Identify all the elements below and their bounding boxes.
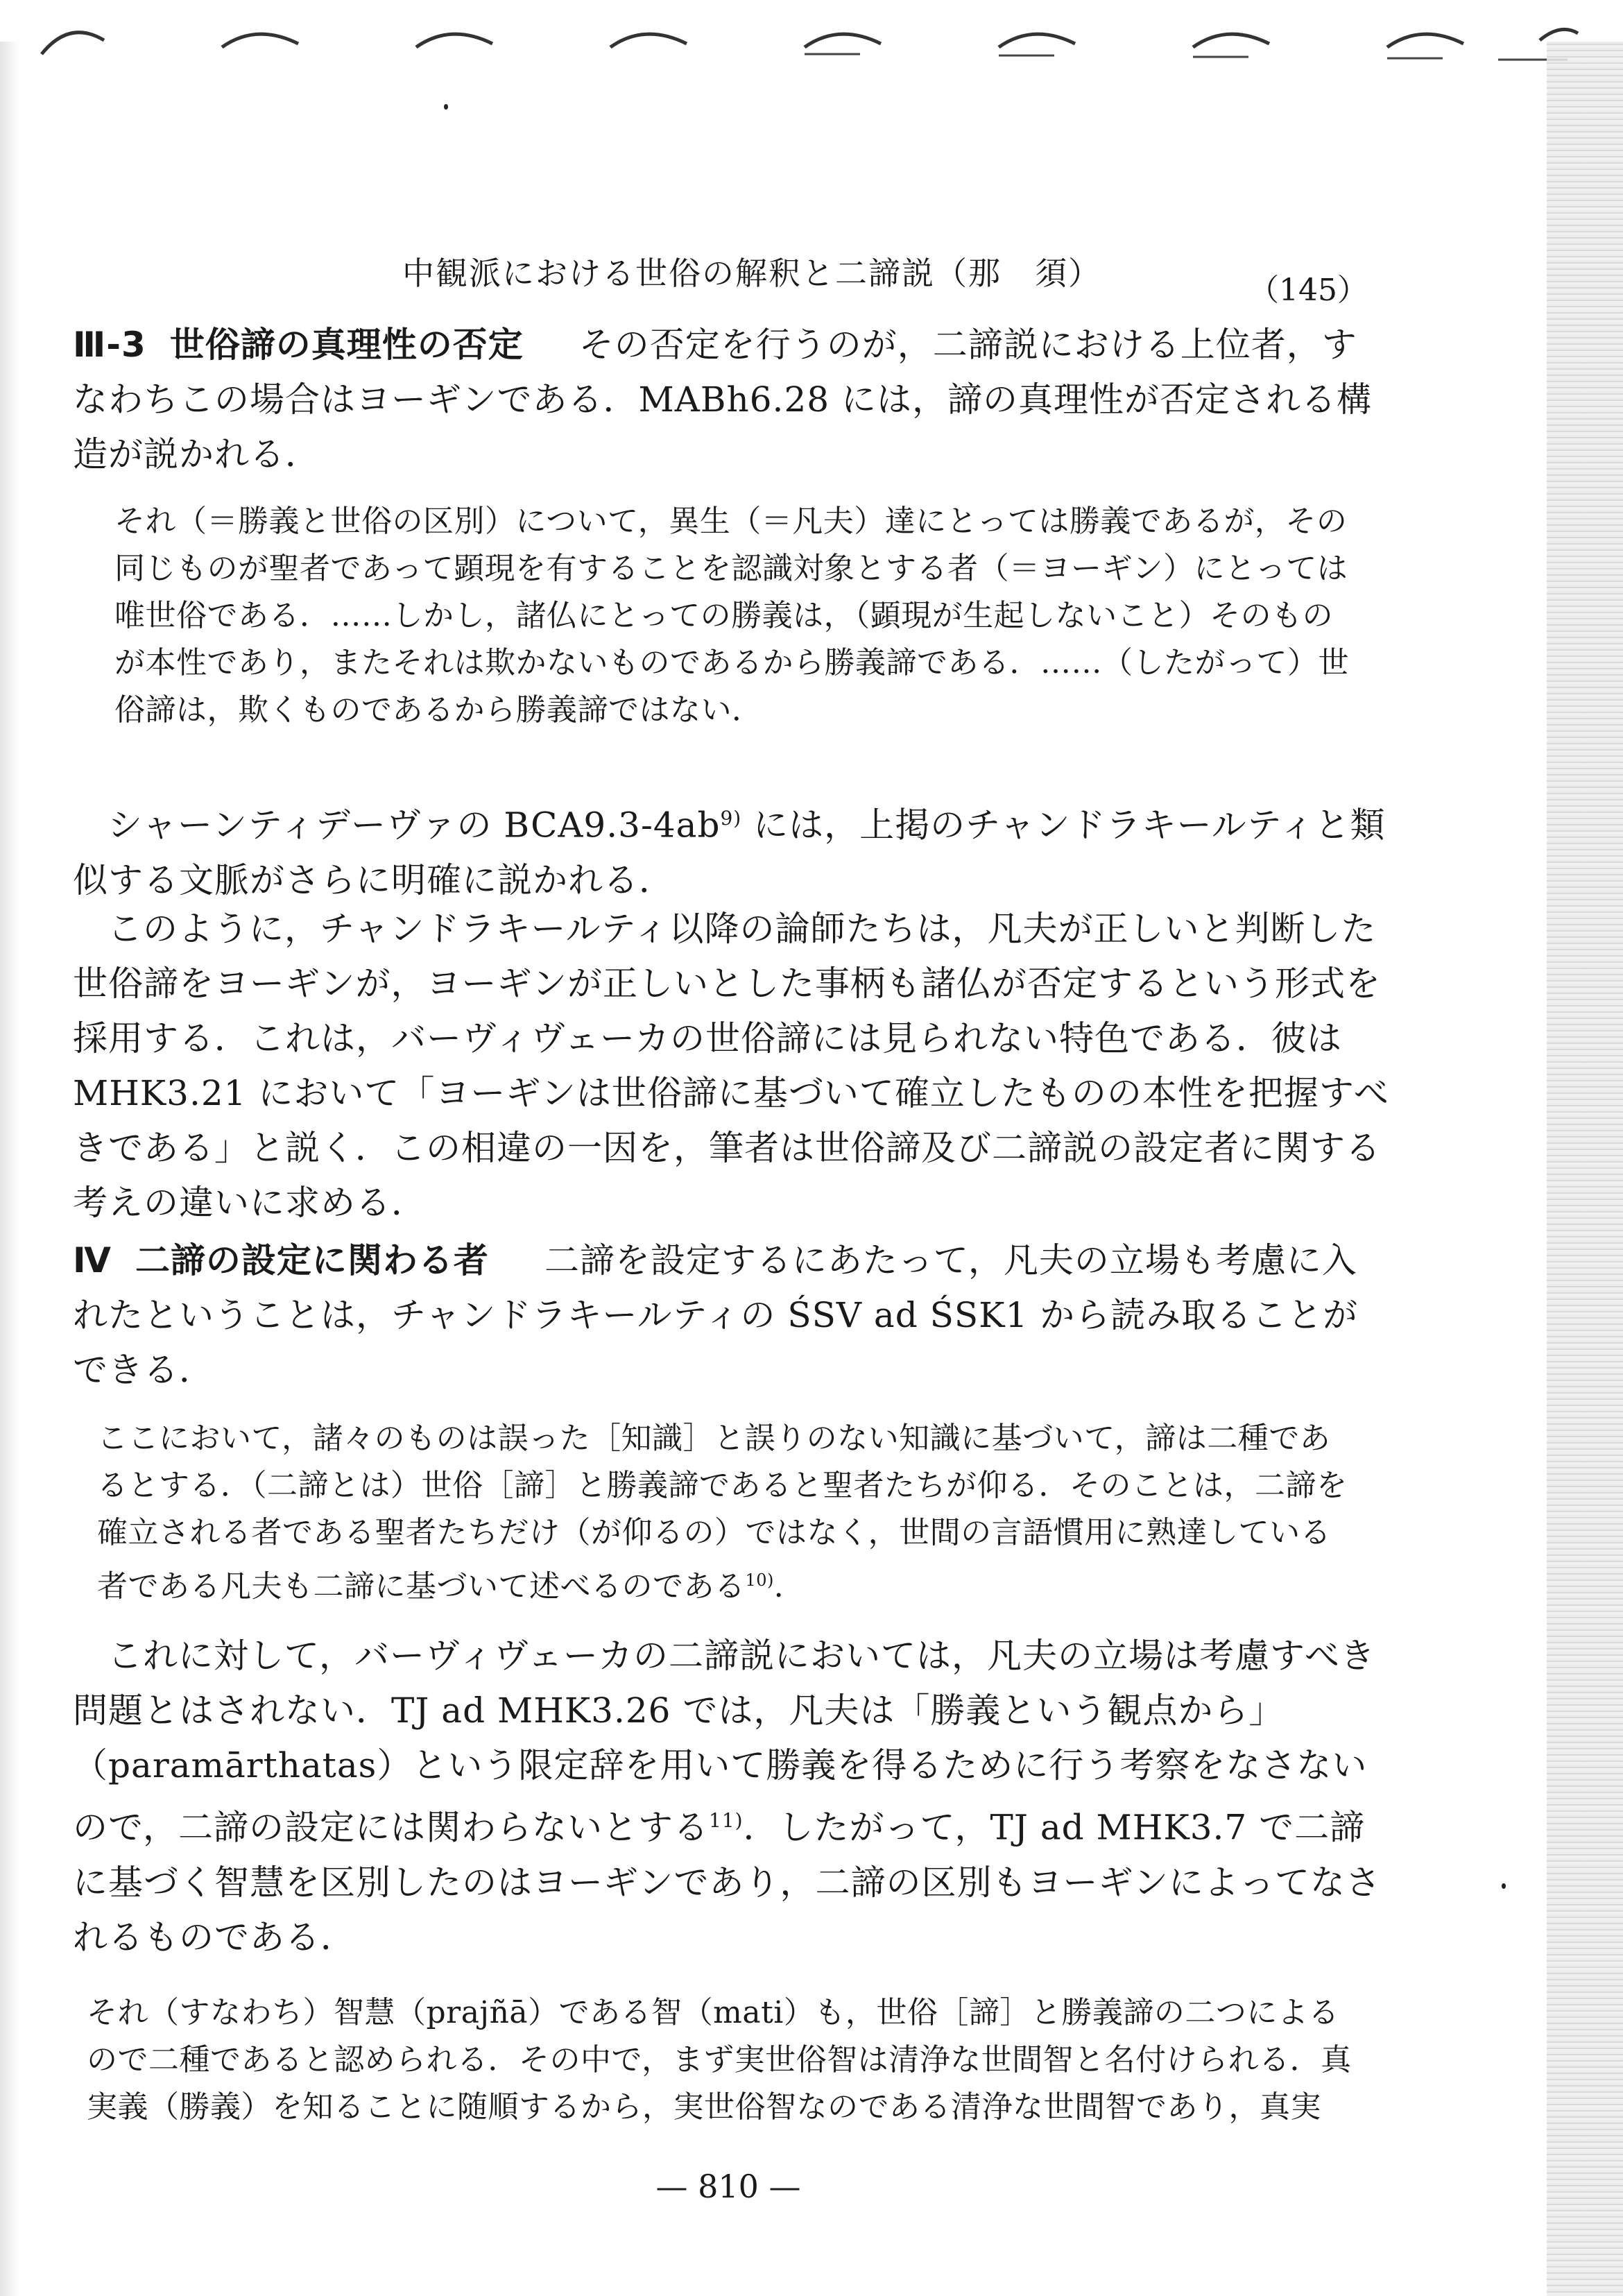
- section-4-block: [73, 1233, 1391, 1398]
- quote-2-end: ．: [773, 1568, 805, 1604]
- running-head-title: 中観派における世俗の解釈と二諦説（那 須）: [402, 255, 1101, 292]
- section-3-3-number: Ⅲ-3: [73, 325, 146, 365]
- footnote-ref-9[interactable]: 9): [720, 807, 742, 830]
- section-3-3-block: [73, 318, 1391, 482]
- binding-rings-decoration: [28, 12, 1581, 68]
- paragraph-contrast-after: ．したがって，TJ ad MHK3.7 で二諦に基づく智慧を区別したのはヨーギンであり，二諦の区別もヨーギンによってなされるものである．: [73, 1807, 1381, 1957]
- paragraph-contrast: [73, 1629, 1391, 1965]
- section-4-paragraph: [73, 1233, 1391, 1398]
- paragraph-contrast-before: これに対して，バーヴィヴェーカの二諦説においては，凡夫の立場は考慮すべき問題とはされない．TJ ad MHK3.26 では，凡夫は「勝義という観点から」（paramārthatas）という限定辞を用いて勝義を得るために行う考察をなさないので，二諦の設定には関わらないとする: [73, 1636, 1375, 1848]
- paragraph-shantideva-text: [73, 791, 1391, 908]
- section-3-3-heading: 世俗諦の真理性の否定: [169, 325, 524, 365]
- block-quote-ssv: [97, 1415, 1359, 1611]
- paragraph-shantideva-after: には，上掲のチャンドラキールティと類似する文脈がさらに明確に説かれる．: [73, 805, 1386, 900]
- section-3-3-paragraph: [73, 318, 1391, 482]
- paragraph-contrast-text: [73, 1629, 1391, 1965]
- scan-left-edge-shadow: [0, 42, 19, 2296]
- quote-2-paragraph: [97, 1415, 1359, 1611]
- paragraph-thus-text: このように，チャンドラキールティ以降の論師たちは，凡夫が正しいと判断した世俗諦をヨーギンが，ヨーギンが正しいとした事柄も諸仏が否定するという形式を採用する．これは，バーヴィヴェーカの世俗諦には見られない特色である．彼は MHK3.21 において「ヨーギンは世俗諦に基づいて確立したものの本性を把握すべきである」と説く．この相違の一因を，筆者は世俗諦及び二諦説の設定者に関する考えの違いに求める．: [73, 909, 1389, 1223]
- section-3-3-text: その否定を行うのが，二諦説における上位者，すなわちこの場合はヨーギンである．MABh6.28 には，諦の真理性が否定される構造が説かれる．: [73, 325, 1372, 474]
- footnote-ref-10[interactable]: 10): [745, 1570, 774, 1590]
- scan-right-edge-shadow: [1547, 42, 1623, 2296]
- section-4-text: 二諦を設定するにあたって，凡夫の立場も考慮に入れたということは，チャンドラキールティの ŚSV ad ŚSK1 から読み取ることができる．: [73, 1240, 1359, 1390]
- footnote-ref-11[interactable]: 11): [709, 1809, 744, 1832]
- paragraph-shantideva-before: シャーンティデーヴァの BCA9.3-4ab: [108, 805, 721, 846]
- scan-speck: [1502, 1883, 1506, 1889]
- footer-page-number: — 810 —: [655, 2168, 801, 2205]
- scan-speck: [444, 104, 448, 110]
- quote-1-text: それ（＝勝義と世俗の区別）について，異生（＝凡夫）達にとっては勝義であるが，その同じものが聖者であって顕現を有することを認識対象とする者（＝ヨーギン）にとっては唯世俗である．……しかし，諸仏にとっての勝義は，（顕現が生起しないこと）そのものが本性であり，またそれは欺かないものであるから勝義諦である．……（したがって）世俗諦は，欺くものであるから勝義諦ではない．: [114, 504, 1349, 728]
- section-4-number: Ⅳ: [73, 1240, 112, 1280]
- quote-3-text: それ（すなわち）智慧（prajñā）である智（mati）も，世俗［諦］と勝義諦の二つによるので二種であると認められる．その中で，まず実世俗智は清浄な世間智と名付けられる．真実義（勝義）を知ることに随順するから，実世俗智なのである清浄な世間智であり，真実: [87, 1995, 1352, 2125]
- quote-2-text: ここにおいて，諸々のものは誤った［知識］と誤りのない知識に基づいて，諦は二種であるとする．（二諦とは）世俗［諦］と勝義諦であると聖者たちが仰る．そのことは，二諦を確立される者である聖者たちだけ（が仰るの）ではなく，世間の言語慣用に熟達している者である凡夫も二諦に基づいて述べるのである: [97, 1421, 1348, 1604]
- section-4-heading: 二諦の設定に関わる者: [135, 1240, 489, 1280]
- paragraph-shantideva: [73, 791, 1391, 908]
- running-head-page-number: （145）: [1248, 273, 1368, 308]
- block-quote-mabh: [114, 498, 1363, 734]
- paragraph-thus: [73, 902, 1391, 1231]
- block-quote-tj: [87, 1989, 1363, 2131]
